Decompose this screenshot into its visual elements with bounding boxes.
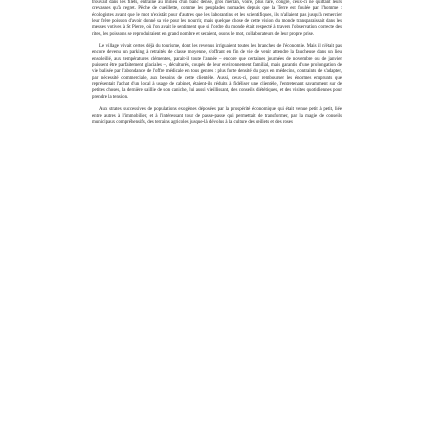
paragraph-2: Le village vivait certes déjà du tourisme, dont les revenus irriguaient toutes les branches de l'économie. Mais il n'était pas encore devenu un parking à retraités de classe moyenne, s'offrant en fin de vie de venir attendre la faucheuse dans un lieu ensoleillé, aux températures clémentes, parait-il toute l'année – encore que certaines journées de novembre ou de janvier puissent être parfaitement glaciales –, déculturés, coupés de leur environnement familial, mais garantis d'une prolongation de vie balisée par l'abondance de l'offre médicale en tous genres : plus forte densité du pays en médecins, contraints de s'adapter, par nécessité commerciale, aux besoins de cette clientèle. Aussi, ceux-ci, pour rembourser les énormes emprunts que représentait l'achat d'un local à usage de cabinet, étaient-ils réduits à fidéliser une clientèle, l'entretenant savamment sur de petites choses, la dernière saillie de son caniche, lui aussi vieillissant, des conseils diététiques, et des visites quotidiennes pour prendre la tension. — [92, 44, 342, 100]
paragraph-3: Aux strates successives de populations exogènes déposées par la prospérité économique qui était venue petit à petit, liée entre autres à l'immobilier, et à l'intéressant tour de passe-passe qui permettait de transformer, par la magie de conseils municipaux compréhensifs, des terrains agricoles jusque-là dévolus à la culture des œillets et des roses — [92, 107, 342, 125]
paragraph-1: trouvait dans les filets, entraîné au milieu d'un banc dense, gros merlan, voire, plus rare, congre, ceux-ci ne quittant leurs crevasses qu'à regret. Pêche de cueillette, comme les peuplades nomades depuis que la Terre est foulée par l'homme : écologistes avant que le mot n'existât pour d'autres que les laborantins et les scientifiques, ils n'allaient pas jusqu'à remercier leur frère poisson d'avoir donné sa vie pour les nourrir, mais quelque chose de cette vision du monde transparaissait dans les messes votives à St Pierre, où l'on avait le sentiment que si l'ordre du monde était respecté à travers l'observation correcte des rites, les poissons se reproduiraient en grand nombre et seraient, osons le mot, collaborateurs de leur propre prise. — [92, 0, 342, 37]
document-page — [92, 0, 342, 432]
